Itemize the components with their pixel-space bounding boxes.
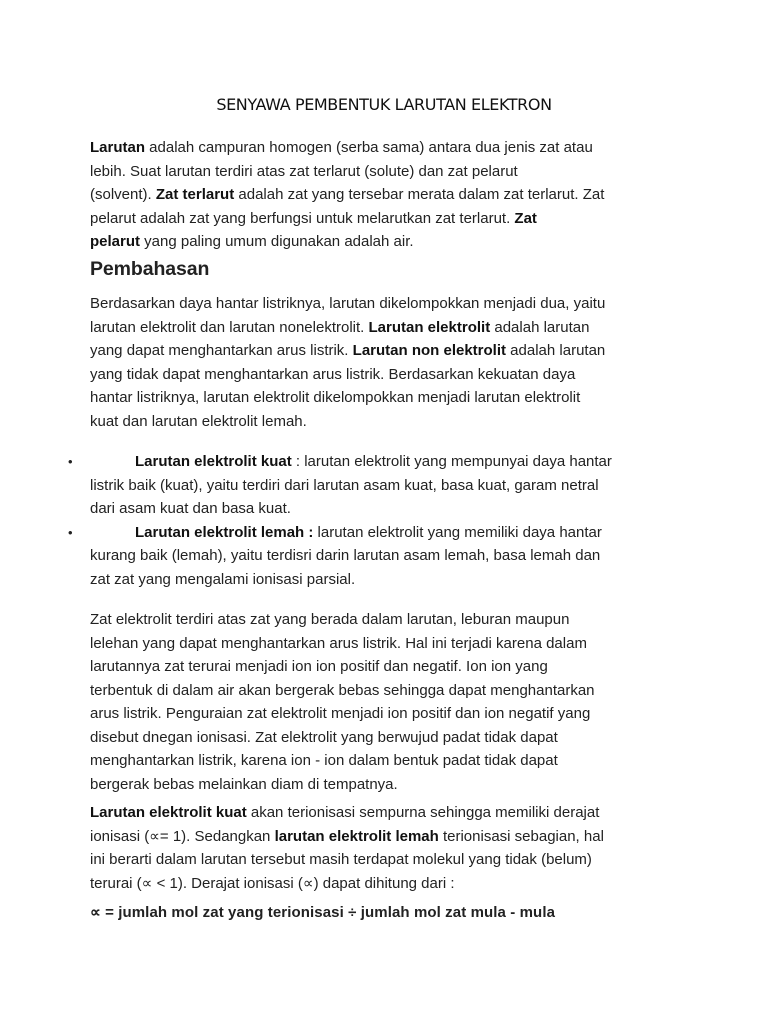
document-title: SENYAWA PEMBENTUK LARUTAN ELEKTRON (216, 95, 552, 114)
text-line: ini berarti dalam larutan tersebut masih terdapat molekul yang tidak (belum) (90, 851, 592, 868)
text-line: listrik baik (kuat), yaitu terdiri dari larutan asam kuat, basa kuat, garam netral (90, 476, 599, 494)
electrolyte-paragraph (90, 608, 690, 796)
text-line: arus listrik. Penguraian zat elektrolit menjadi ion positif dan ion negatif yang (90, 705, 591, 722)
text-line: yang dapat menghantarkan arus listrik. Larutan non elektrolit adalah larutan (90, 342, 606, 359)
bold-term: Larutan elektrolit kuat (90, 804, 247, 821)
bullet-list (68, 450, 690, 591)
text-line: Larutan adalah campuran homogen (serba sama) antara dua jenis zat atau (90, 139, 593, 156)
text-line: lebih. Suat larutan terdiri atas zat terlarut (solute) dan zat pelarut (90, 162, 518, 180)
text-line: pelarut adalah zat yang berfungsi untuk melarutkan zat terlarut. Zat (90, 209, 537, 227)
bold-term: larutan elektrolit lemah (274, 827, 439, 845)
text-line: Berdasarkan daya hantar listriknya, larutan dikelompokkan menjadi dua, yaitu (90, 295, 606, 312)
text-line: ionisasi (∝= 1). Sedangkan larutan elektrolit lemah terionisasi sebagian, hal (90, 827, 604, 845)
text-line: larutannya zat terurai menjadi ion ion positif dan negatif. Ion ion yang (90, 658, 548, 675)
text-line: bergerak bebas melainkan diam di tempatnya. (90, 775, 398, 793)
bold-term: Larutan (90, 139, 146, 156)
section-heading: Pembahasan (90, 258, 210, 280)
text-line: dari asam kuat dan basa kuat. (90, 500, 291, 517)
list-item (68, 450, 690, 521)
discussion-paragraph (90, 292, 690, 433)
ionization-paragraph (90, 801, 690, 895)
text-line: menghantarkan listrik, karena ion - ion dalam bentuk padat tidak dapat (90, 752, 558, 769)
bold-term: Larutan elektrolit lemah : (135, 523, 314, 541)
bullet-icon: • (68, 454, 73, 469)
bold-term: Larutan non elektrolit (352, 342, 507, 359)
text-line: Larutan elektrolit kuat akan terionisasi sempurna sehingga memiliki derajat (90, 804, 600, 821)
text-line: hantar listriknya, larutan elektrolit dikelompokkan menjadi larutan elektrolit (90, 389, 581, 406)
bold-term: pelarut (90, 233, 141, 250)
ionization-formula: ∝ = jumlah mol zat yang terionisasi ÷ jumlah mol zat mula - mula (90, 904, 556, 921)
text-line: yang tidak dapat menghantarkan arus listrik. Berdasarkan kekuatan daya (90, 365, 576, 383)
text-line: Larutan elektrolit kuat : larutan elektrolit yang mempunyai daya hantar (135, 453, 612, 470)
text-line: (solvent). Zat terlarut adalah zat yang tersebar merata dalam zat terlarut. Zat (90, 186, 605, 203)
text-line: kurang baik (lemah), yaitu terdisri darin larutan asam lemah, basa lemah dan (90, 547, 601, 564)
text-line: pelarut yang paling umum digunakan adalah air. (90, 233, 414, 250)
text-line: lelehan yang dapat menghantarkan arus listrik. Hal ini terjadi karena dalam (90, 634, 587, 652)
text-line: kuat dan larutan elektrolit lemah. (90, 412, 307, 430)
text-line: terurai (∝ < 1). Derajat ionisasi (∝) dapat dihitung dari : (90, 874, 455, 892)
text-line: disebut dnegan ionisasi. Zat elektrolit yang berwujud padat tidak dapat (90, 728, 558, 746)
bold-term: Larutan elektrolit kuat (135, 453, 292, 470)
bold-term: Zat terlarut (155, 186, 235, 203)
text-line: terbentuk di dalam air akan bergerak bebas sehingga dapat menghantarkan (90, 681, 595, 699)
list-item (68, 521, 690, 592)
text-line: zat zat yang mengalami ionisasi parsial. (90, 570, 356, 588)
bold-term: Zat (514, 209, 537, 227)
text-line: larutan elektrolit dan larutan nonelektrolit. Larutan elektrolit adalah larutan (90, 318, 590, 336)
text-line: Zat elektrolit terdiri atas zat yang berada dalam larutan, leburan maupun (90, 611, 570, 628)
text-line: Larutan elektrolit lemah : larutan elektrolit yang memiliki daya hantar (135, 523, 602, 541)
intro-paragraph (90, 136, 690, 254)
bullet-icon: • (68, 524, 73, 540)
bold-term: Larutan elektrolit (368, 318, 491, 336)
